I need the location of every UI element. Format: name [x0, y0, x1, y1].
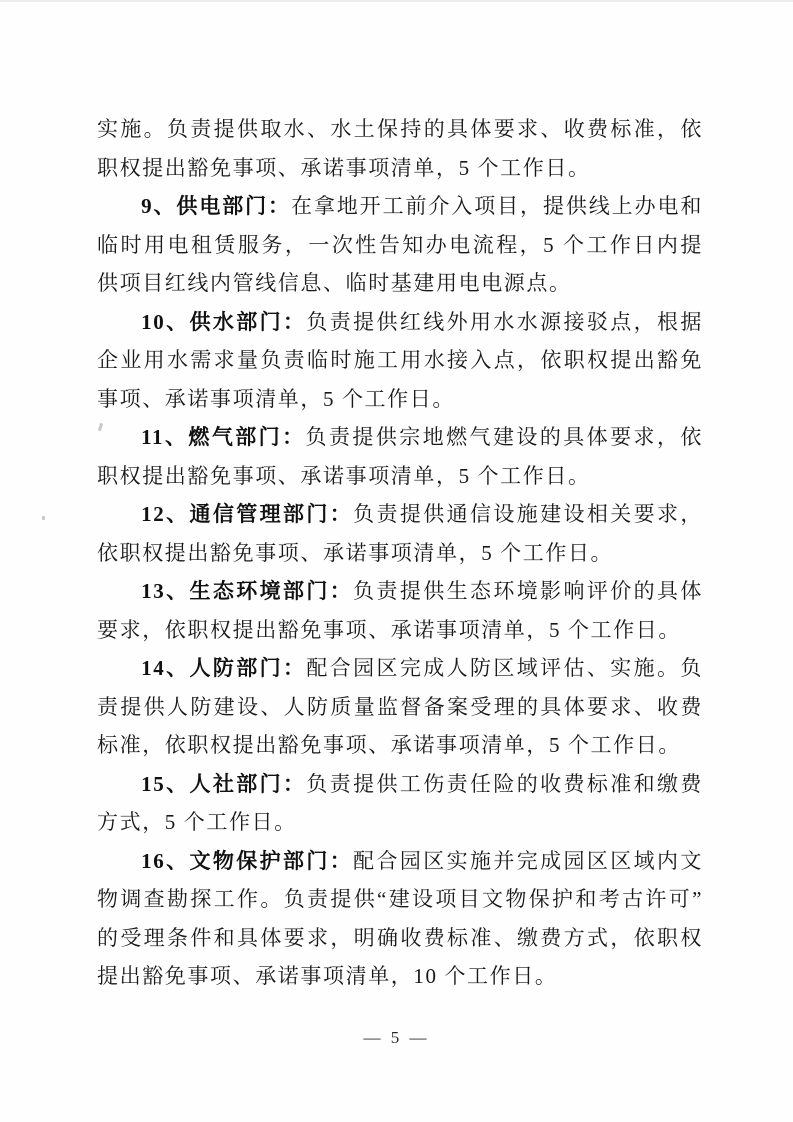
scan-speck: [42, 516, 45, 520]
paragraph-text: 负责提供红线外用水水源接驳点，根据企业用水需求量负责临时施工用水接入点，依职权提出豁免事项、承诺事项清单，5 个工作日。: [97, 309, 703, 411]
paragraph-lead: 15、人社部门：: [141, 771, 307, 796]
paragraph: [97, 572, 703, 649]
paragraph: [97, 187, 703, 303]
paragraph-lead: 11、燃气部门：: [141, 425, 306, 449]
paragraph: [97, 649, 703, 765]
paragraph: [97, 303, 703, 419]
paragraph-text: 配合园区实施并完成园区区域内文物调查勘探工作。负责提供“建设项目文物保护和考古许可”的受理条件和具体要求，明确收费标准、缴费方式，依职权提出豁免事项、承诺事项清单，10 个工作日。: [97, 848, 704, 988]
paragraph-lead: 13、生态环境部门：: [141, 579, 354, 603]
paragraph-text: 在拿地开工前介入项目，提供线上办电和临时用电租赁服务，一次性告知办电流程，5 个工作日内提供项目红线内管线信息、临时基建用电电源点。: [97, 194, 703, 295]
paragraph-text: 负责提供通信设施建设相关要求，依职权提出豁免事项、承诺事项清单，5 个工作日。: [97, 502, 704, 565]
paragraph-text: 负责提供工伤责任险的收费标准和缴费方式，5 个工作日。: [97, 771, 703, 834]
paragraph: [97, 842, 703, 996]
page-number: — 5 —: [363, 1028, 430, 1047]
paragraph-text: 负责提供生态环境影响评价的具体要求，依职权提出豁免事项、承诺事项清单，5 个工作日。: [97, 579, 704, 642]
paragraph: [97, 495, 703, 572]
paragraph: [97, 418, 703, 495]
paragraph-lead: 10、供水部门：: [141, 309, 307, 334]
paragraph: [97, 110, 703, 187]
paragraph-lead: 12、通信管理部门：: [141, 502, 354, 526]
paragraph-lead: 14、人防部门：: [141, 656, 307, 680]
paragraph-lead: 9、供电部门：: [141, 194, 291, 218]
paragraph-lead: 16、文物保护部门：: [141, 848, 354, 873]
paragraph-text: 配合园区完成人防区域评估、实施。负责提供人防建设、人防质量监督备案受理的具体要求、收费标准，依职权提出豁免事项、承诺事项清单，5 个工作日。: [97, 656, 703, 757]
page-footer: [0, 1028, 793, 1048]
paragraph-text: 实施。负责提供取水、水土保持的具体要求、收费标准，依职权提出豁免事项、承诺事项清单，5 个工作日。: [97, 117, 703, 180]
body-text: [97, 110, 703, 996]
paragraph-text: 负责提供宗地燃气建设的具体要求，依职权提出豁免事项、承诺事项清单，5 个工作日。: [97, 425, 703, 488]
paragraph: [97, 765, 703, 842]
